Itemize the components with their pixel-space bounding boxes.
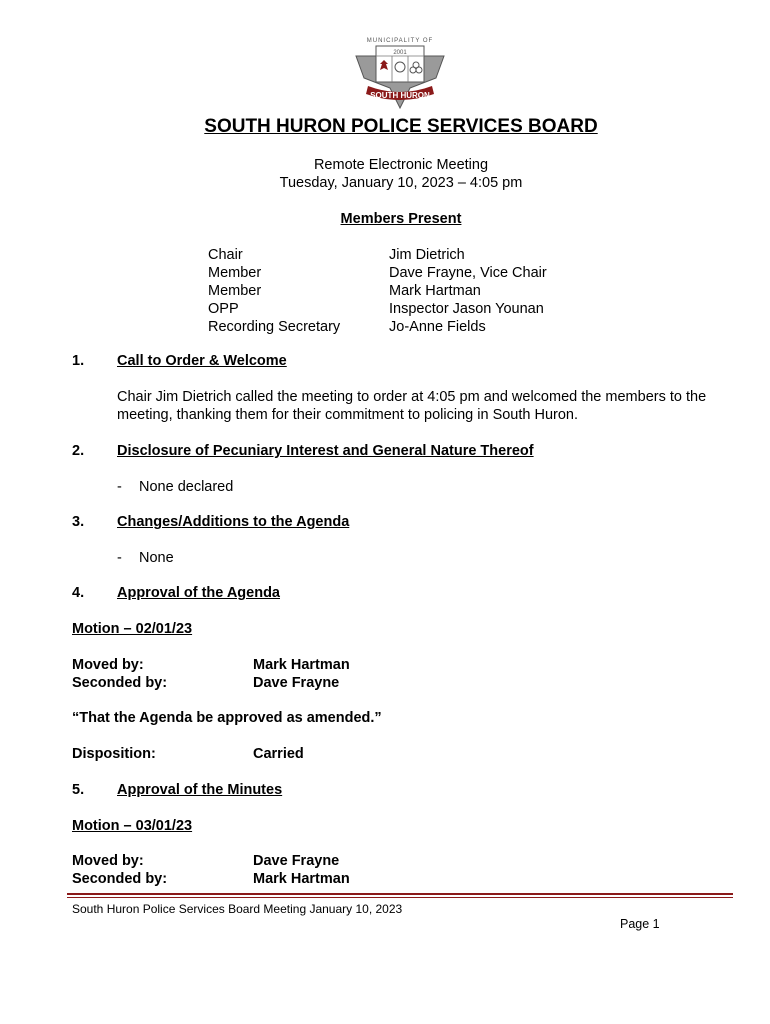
- footer-rule: [67, 893, 733, 895]
- logo-year: 2001: [393, 50, 407, 56]
- resolution-text: “That the Agenda be approved as amended.”: [72, 710, 382, 726]
- item-text: None: [139, 550, 174, 566]
- item-text: None declared: [139, 479, 234, 495]
- member-role: Chair: [208, 247, 243, 263]
- moved-by-value: Dave Frayne: [253, 853, 340, 869]
- bullet-dash: -: [117, 550, 122, 566]
- meeting-date-time: Tuesday, January 10, 2023 – 4:05 pm: [279, 175, 523, 191]
- footer-text: South Huron Police Services Board Meeting January 10, 2023: [72, 902, 403, 916]
- motion-number: Motion – 03/01/23: [72, 818, 193, 834]
- logo-top-text: MUNICIPALITY OF: [366, 38, 434, 44]
- seconded-by-label: Seconded by:: [72, 675, 168, 691]
- member-names: [389, 246, 547, 336]
- member-roles: [208, 246, 340, 336]
- item-heading-call-to-order: Call to Order & Welcome: [117, 353, 287, 369]
- member-role: Member: [208, 265, 262, 281]
- disposition-value: Carried: [253, 746, 304, 762]
- moved-by-value: Mark Hartman: [253, 657, 350, 673]
- moved-by-label: Moved by:: [72, 657, 144, 673]
- bullet-dash: -: [117, 479, 122, 495]
- members-present-heading: Members Present: [340, 211, 462, 227]
- item-number: 4.: [72, 585, 85, 601]
- item-text: meeting, thanking them for their commitment to policing in South Huron.: [117, 407, 579, 423]
- item-number: 1.: [72, 353, 85, 369]
- seconded-by-value: Dave Frayne: [253, 675, 340, 691]
- motion-number: Motion – 02/01/23: [72, 621, 193, 637]
- member-name: Inspector Jason Younan: [389, 301, 544, 317]
- moved-by-label: Moved by:: [72, 853, 144, 869]
- member-role: OPP: [208, 301, 239, 317]
- item-number: 5.: [72, 782, 85, 798]
- member-name: Dave Frayne, Vice Chair: [389, 265, 547, 281]
- footer-rule-thin: [67, 897, 733, 898]
- item-number: 3.: [72, 514, 85, 530]
- page-title: SOUTH HURON POLICE SERVICES BOARD: [204, 116, 598, 137]
- disposition-label: Disposition:: [72, 746, 156, 762]
- meeting-type: Remote Electronic Meeting: [313, 157, 489, 173]
- municipality-logo: [350, 34, 450, 114]
- member-name: Jo-Anne Fields: [389, 319, 486, 335]
- item-heading-approval-minutes: Approval of the Minutes: [117, 782, 283, 798]
- seconded-by-label: Seconded by:: [72, 871, 168, 887]
- logo-bottom-text: SOUTH HURON: [370, 91, 430, 100]
- seconded-by-value: Mark Hartman: [253, 871, 350, 887]
- item-heading-disclosure: Disclosure of Pecuniary Interest and General Nature Thereof: [117, 443, 534, 459]
- member-name: Mark Hartman: [389, 283, 481, 299]
- member-role: Member: [208, 283, 262, 299]
- item-heading-changes: Changes/Additions to the Agenda: [117, 514, 350, 530]
- member-name: Jim Dietrich: [389, 247, 465, 263]
- page-number: Page 1: [620, 917, 660, 931]
- member-role: Recording Secretary: [208, 319, 341, 335]
- item-number: 2.: [72, 443, 85, 459]
- item-heading-approval-agenda: Approval of the Agenda: [117, 585, 280, 601]
- item-text: Chair Jim Dietrich called the meeting to order at 4:05 pm and welcomed the members to the: [117, 389, 707, 405]
